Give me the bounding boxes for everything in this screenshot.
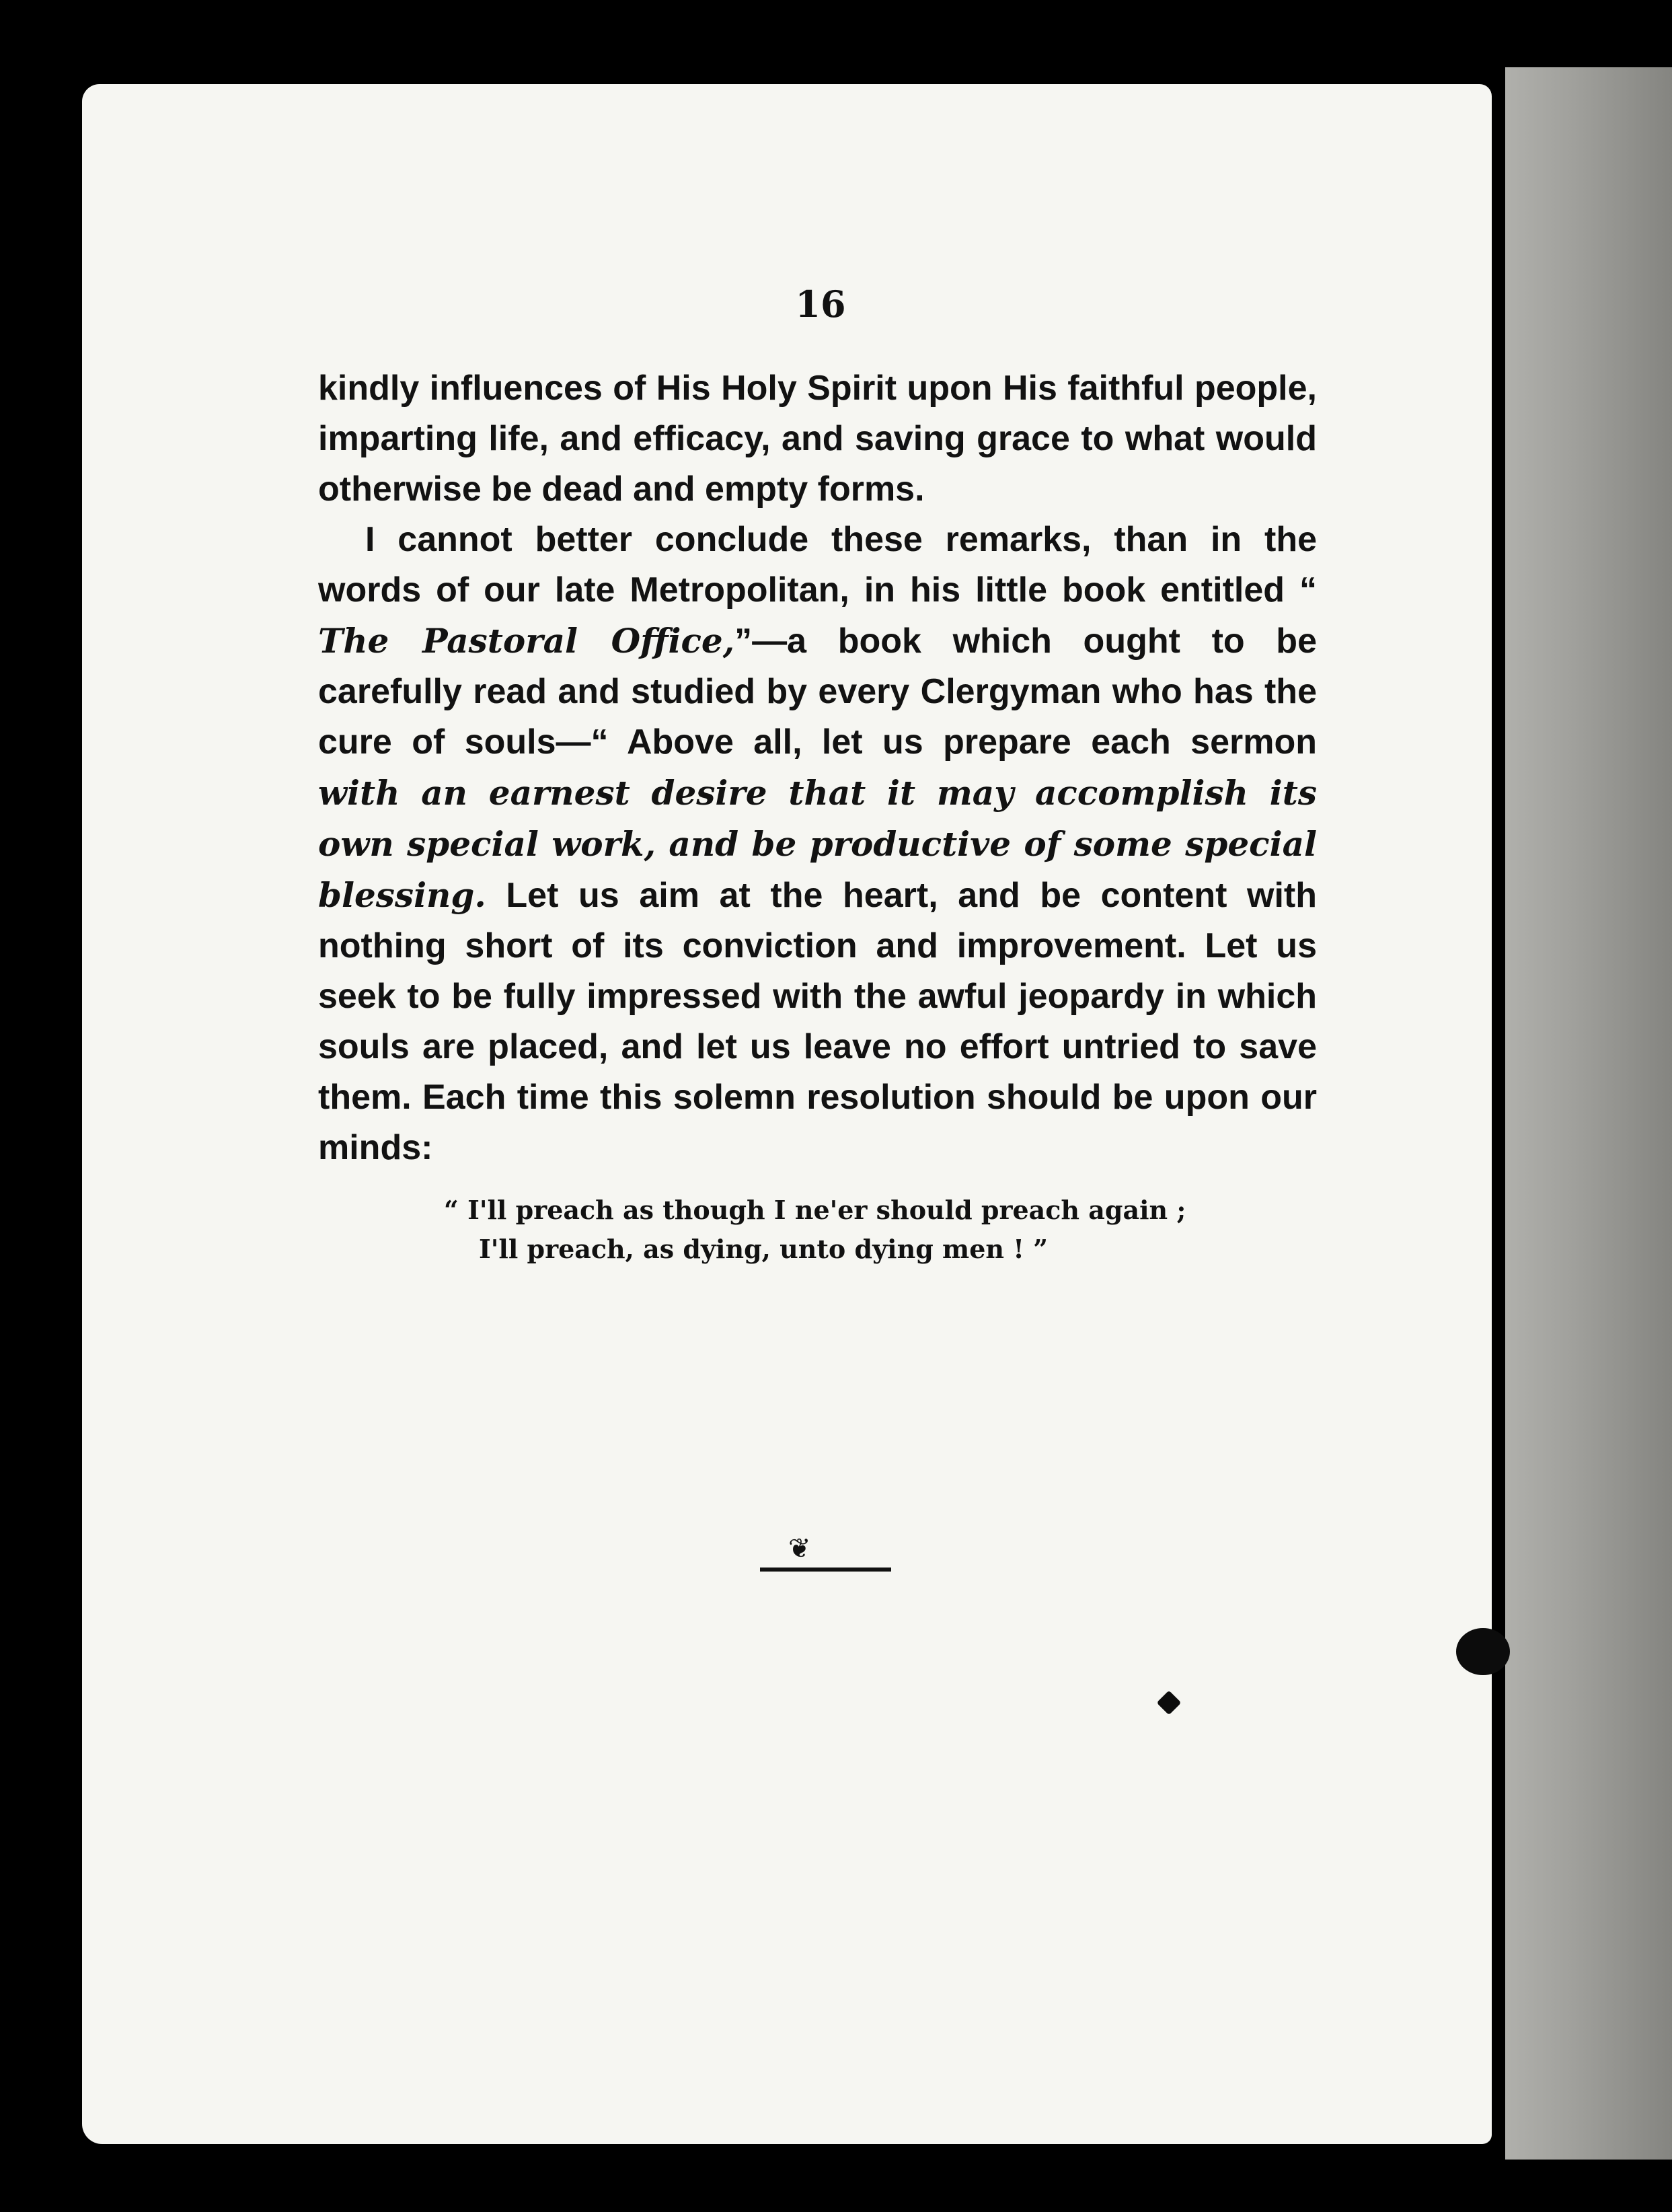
paragraph-2 bbox=[318, 515, 1317, 1173]
paragraph-2-text-b: ”—a book which ought to be carefully read and studied by every Clergyman who has the cure of souls—“ Above all, let us prepare each sermon bbox=[318, 622, 1317, 762]
italic-emphasis: with an earnest desire that it may accomplish its own special work, and be productive of some special blessing. bbox=[318, 773, 1317, 915]
facing-page-edge bbox=[1505, 67, 1672, 2160]
book-title: The Pastoral Office, bbox=[318, 621, 735, 661]
paragraph-2-text-c: Let us aim at the heart, and be content with nothing short of its conviction and improvement. Let us seek to be fully impressed with the awful jeopardy in which souls are placed, and let us leave no effort untried to save them. Each time this solemn resolution should be upon our minds: bbox=[318, 876, 1317, 1167]
ornament-icon: ❦ bbox=[788, 1533, 811, 1564]
gutter-shadow bbox=[1494, 67, 1501, 2160]
paragraph-1 bbox=[318, 363, 1317, 515]
ink-blot bbox=[1456, 1628, 1510, 1675]
page-number: 16 bbox=[795, 283, 846, 326]
end-rule bbox=[760, 1568, 891, 1572]
paragraph-1-text: kindly influences of His Holy Spirit upon His faithful people, imparting life, and efficacy, and saving grace to what would otherwise be dead and empty forms. bbox=[318, 369, 1317, 509]
verse-line-1: “ I'll preach as though I ne'er should preach again ; bbox=[444, 1195, 1186, 1225]
verse-line-2: I'll preach, as dying, unto dying men ! ” bbox=[479, 1234, 1049, 1264]
verse-quotation bbox=[444, 1191, 1251, 1269]
paragraph-2-text-a: I cannot better conclude these remarks, than in the words of our late Metropolitan, in his little book entitled “ bbox=[318, 520, 1317, 610]
body-text bbox=[318, 363, 1317, 1173]
